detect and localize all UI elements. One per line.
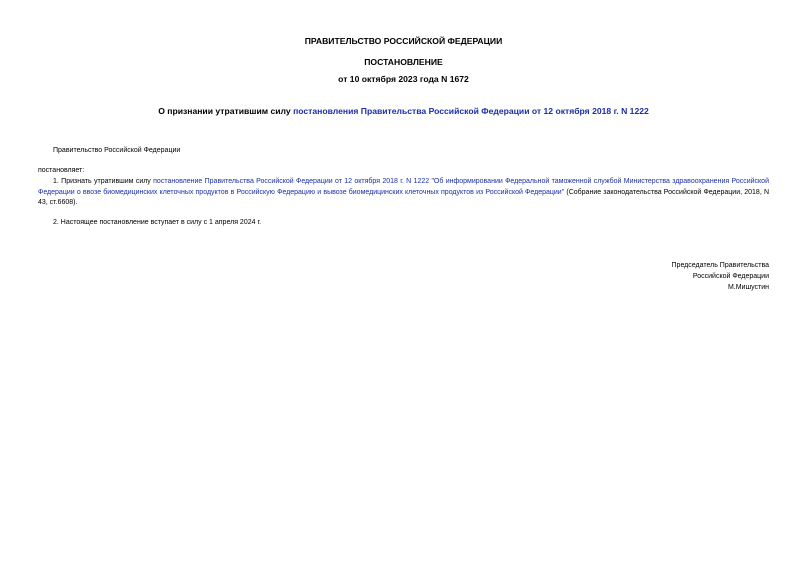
subject-prefix: О признании утратившим силу <box>158 106 294 116</box>
government-title: ПРАВИТЕЛЬСТВО РОССИЙСКОЙ ФЕДЕРАЦИИ <box>304 36 503 46</box>
item1-suffix: (Собрание законодательства Российской Федерации, 2018, N 43, ст.6608). <box>38 188 769 206</box>
decree-text: постановляет: <box>38 167 85 174</box>
subject-link[interactable]: постановления Правительства Российской Федерации от 12 октября 2018 г. N 1222 <box>293 106 649 116</box>
signature-position: Председатель Правительства <box>671 262 769 269</box>
signature-block <box>672 260 769 293</box>
item1-prefix: 1. Признать утратившим силу <box>53 178 154 185</box>
document-subject <box>0 106 807 117</box>
document-date-number: от 10 октября 2023 года N 1672 <box>338 74 469 84</box>
paragraph-item-2: 2. Настоящее постановление вступает в силу с 1 апреля 2024 г. <box>53 219 262 226</box>
paragraph-item-1 <box>38 177 769 209</box>
signature-name: М.Мишустин <box>727 284 769 291</box>
signature-org: Российской Федерации <box>692 273 769 280</box>
issuer-text: Правительство Российской Федерации <box>53 147 181 154</box>
document-type: ПОСТАНОВЛЕНИЕ <box>364 57 443 67</box>
item1-link[interactable]: постановление Правительства Российской Федерации от 12 октября 2018 г. N 1222 "Об информировании Федеральной таможенной службой Министерства здравоохранения Российской Федерации о ввозе биомедицинских клеточных продуктов в Российскую Федерацию и вывозе биомедицинских клеточных продуктов из Российской Федерации" <box>38 178 769 196</box>
